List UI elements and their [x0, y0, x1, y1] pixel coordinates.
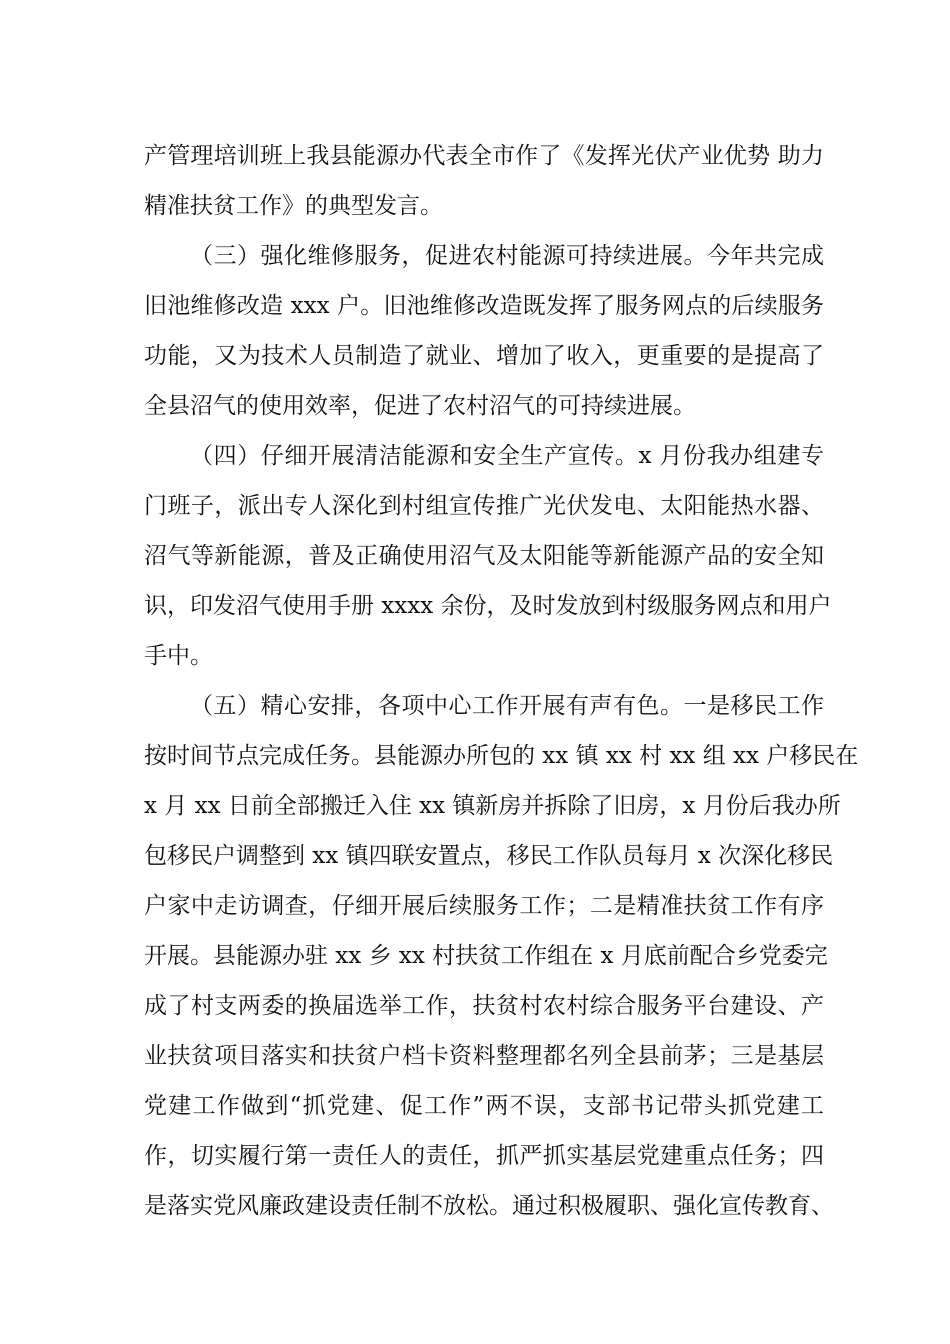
- text-line: 开展。县能源办驻 xx 乡 xx 村扶贫工作组在 x 月底前配合乡党委完: [144, 943, 828, 969]
- text-line: 是落实党风廉政建设责任制不放松。通过积极履职、强化宣传教育、: [144, 1193, 834, 1219]
- text-line: （五）精心安排，各项中心工作开展有声有色。一是移民工作: [190, 693, 824, 719]
- document-body: [144, 131, 859, 1231]
- text-line: 户家中走访调查，仔细开展后续服务工作；二是精准扶贫工作有序: [144, 893, 824, 919]
- text-line: 按时间节点完成任务。县能源办所包的 xx 镇 xx 村 xx 组 xx 户移民在: [144, 743, 859, 769]
- text-line: 功能，又为技术人员制造了就业、增加了收入，更重要的是提高了: [144, 343, 824, 369]
- text-line: 识，印发沼气使用手册 xxxx 余份，及时发放到村级服务网点和用户: [144, 593, 832, 619]
- text-line: 产管理培训班上我县能源办代表全市作了《发挥光伏产业优势 助力: [144, 143, 824, 169]
- text-line: 包移民户调整到 xx 镇四联安置点，移民工作队员每月 x 次深化移民: [144, 843, 834, 869]
- text-line: 手中。: [144, 643, 213, 669]
- text-line: 业扶贫项目落实和扶贫户档卡资料整理都名列全县前茅；三是基层: [144, 1043, 824, 1069]
- text-line: （四）仔细开展清洁能源和安全生产宣传。x 月份我办组建专: [190, 443, 824, 469]
- text-line: x 月 xx 日前全部搬迁入住 xx 镇新房并拆除了旧房，x 月份后我办所: [144, 793, 841, 819]
- text-line: 党建工作做到“抓党建、促工作”两不误，支部书记带头抓党建工: [144, 1093, 824, 1119]
- text-line: 成了村支两委的换届选举工作，扶贫村农村综合服务平台建设、产: [144, 993, 824, 1019]
- text-line: 门班子，派出专人深化到村组宣传推广光伏发电、太阳能热水器、: [144, 493, 824, 519]
- text-line: 作，切实履行第一责任人的责任，抓严抓实基层党建重点任务；四: [144, 1143, 824, 1169]
- text-line: 全县沼气的使用效率，促进了农村沼气的可持续进展。: [144, 393, 696, 419]
- text-line: 精准扶贫工作》的典型发言。: [144, 193, 443, 219]
- text-line: （三）强化维修服务，促进农村能源可持续进展。今年共完成: [190, 243, 824, 269]
- text-line: 沼气等新能源，普及正确使用沼气及太阳能等新能源产品的安全知: [144, 543, 824, 569]
- text-line: 旧池维修改造 xxx 户。旧池维修改造既发挥了服务网点的后续服务: [144, 293, 824, 319]
